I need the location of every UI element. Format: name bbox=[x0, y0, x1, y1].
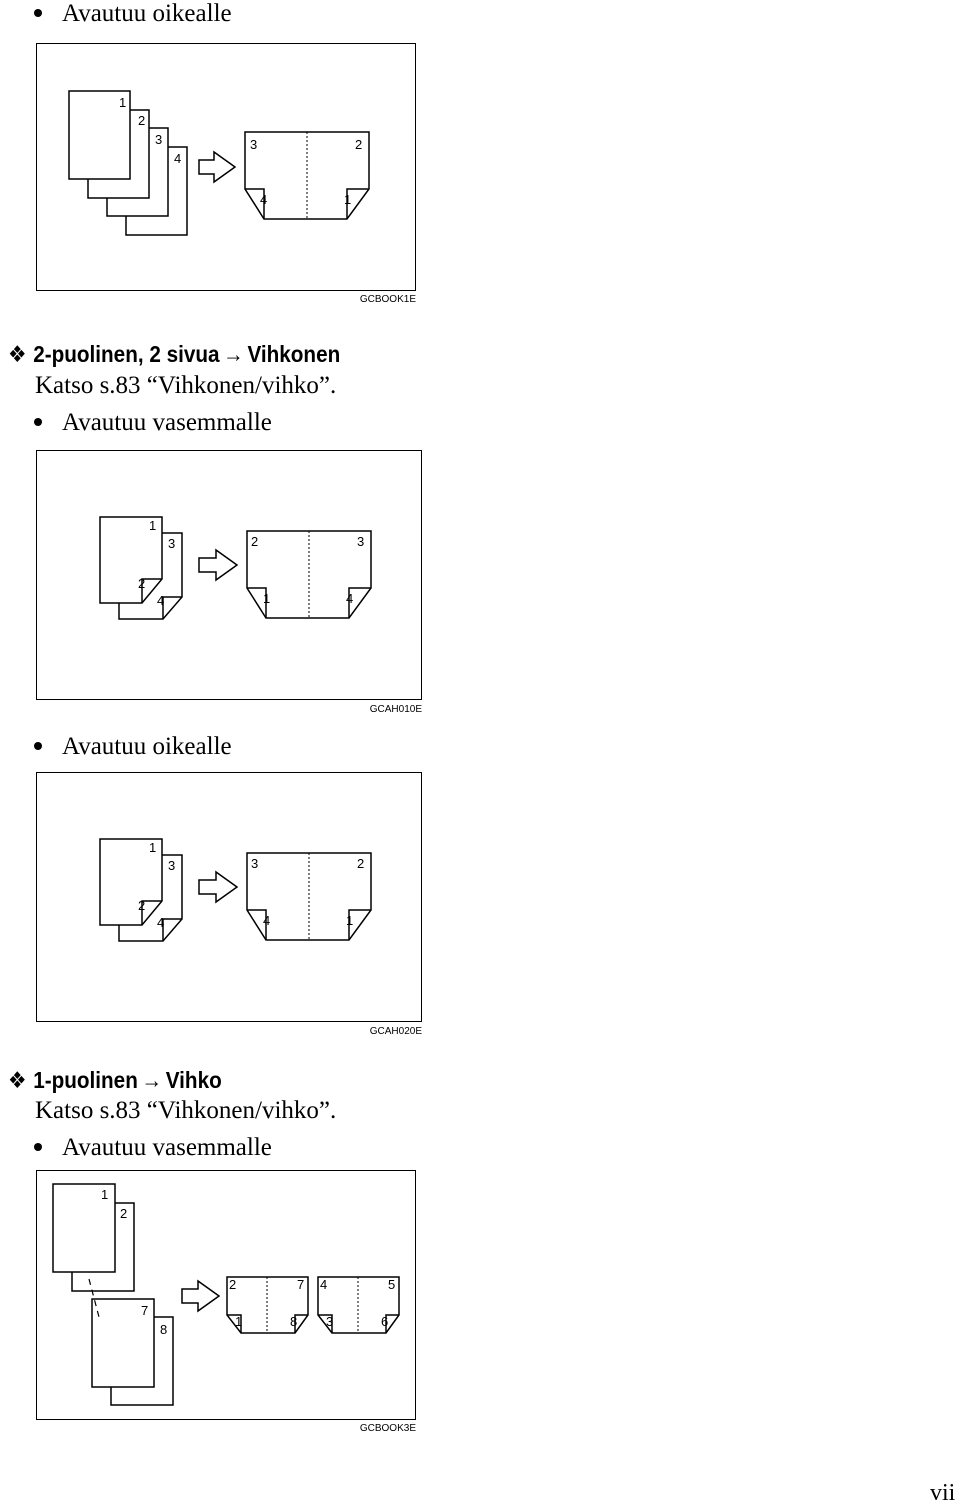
sheet-label: 3 bbox=[168, 536, 176, 551]
sheet-label: 3 bbox=[168, 858, 176, 873]
booklet-page: 4 bbox=[260, 192, 268, 207]
sheet-label: 1 bbox=[149, 518, 157, 533]
bullet-text: Avautuu oikealle bbox=[62, 0, 232, 27]
arrow-icon bbox=[182, 1281, 219, 1311]
sheet-label: 2 bbox=[138, 898, 146, 913]
section-heading bbox=[8, 1067, 222, 1093]
booklet-page: 8 bbox=[290, 1314, 298, 1329]
booklet-page: 4 bbox=[320, 1277, 328, 1292]
bullet-item bbox=[34, 1134, 272, 1162]
bullet-text: Avautuu oikealle bbox=[62, 733, 232, 760]
figure-code: GCAH010E bbox=[369, 704, 422, 715]
sheet-label: 2 bbox=[120, 1206, 128, 1221]
booklet-page: 4 bbox=[263, 913, 271, 928]
heading-text: Vihko bbox=[165, 1067, 222, 1093]
sheet-label: 8 bbox=[160, 1322, 168, 1337]
heading-text: Vihkonen bbox=[247, 341, 341, 367]
sheet-label: 4 bbox=[157, 915, 165, 930]
sheet-label: 4 bbox=[157, 593, 165, 608]
bullet-text: Avautuu vasemmalle bbox=[62, 409, 272, 436]
figure-open-left bbox=[36, 450, 422, 700]
figure-code: GCBOOK3E bbox=[359, 1423, 416, 1434]
arrow-icon bbox=[199, 872, 237, 902]
bullet-dot bbox=[34, 742, 42, 750]
arrow-icon bbox=[199, 152, 235, 182]
diamond-icon: ❖ bbox=[8, 341, 27, 367]
figure-booklet-open-right bbox=[36, 43, 416, 291]
page-number: vii bbox=[930, 1480, 956, 1506]
booklet-page: 2 bbox=[229, 1277, 237, 1292]
sheet-label: 1 bbox=[149, 840, 157, 855]
diamond-icon: ❖ bbox=[8, 1067, 27, 1093]
arrow-icon: → bbox=[223, 341, 244, 367]
sheet-label: 1 bbox=[101, 1187, 109, 1202]
arrow-icon bbox=[199, 550, 237, 580]
bullet-item bbox=[34, 409, 272, 437]
bullet-text: Avautuu vasemmalle bbox=[62, 1134, 272, 1161]
sheet-label: 4 bbox=[174, 151, 182, 166]
bullet-dot bbox=[34, 418, 42, 426]
arrow-icon: → bbox=[141, 1067, 163, 1093]
booklet-page: 6 bbox=[381, 1314, 389, 1329]
figure-code: GCBOOK1E bbox=[359, 294, 416, 305]
booklet-page: 3 bbox=[250, 137, 258, 152]
sheet-label: 7 bbox=[141, 1303, 149, 1318]
figure-open-right bbox=[36, 772, 422, 1022]
bullet-dot bbox=[34, 9, 42, 17]
booklet-page: 4 bbox=[346, 591, 354, 606]
heading-text: 2-puolinen, 2 sivua bbox=[33, 341, 220, 367]
sheet-label: 2 bbox=[138, 113, 146, 128]
reference-text: Katso s.83 “Vihkonen/vihko”. bbox=[35, 1097, 337, 1124]
booklet-page: 3 bbox=[357, 534, 365, 549]
booklet-page: 5 bbox=[388, 1277, 396, 1292]
booklet-page: 1 bbox=[344, 192, 352, 207]
booklet-page: 3 bbox=[326, 1314, 334, 1329]
booklet-page: 1 bbox=[235, 1314, 243, 1329]
booklet-page: 7 bbox=[297, 1277, 305, 1292]
sheet-label: 2 bbox=[138, 576, 146, 591]
booklet-page: 1 bbox=[263, 591, 271, 606]
bullet-item bbox=[34, 0, 232, 28]
booklet-page: 3 bbox=[251, 856, 259, 871]
sheet-label: 3 bbox=[155, 132, 163, 147]
figure-single-sided-booklet bbox=[36, 1170, 416, 1420]
booklet-page: 2 bbox=[357, 856, 365, 871]
bullet-item bbox=[34, 733, 232, 761]
booklet-page: 2 bbox=[355, 137, 363, 152]
heading-text: 1-puolinen bbox=[33, 1067, 138, 1093]
section-heading bbox=[8, 341, 340, 367]
booklet-page: 1 bbox=[346, 913, 354, 928]
reference-text: Katso s.83 “Vihkonen/vihko”. bbox=[35, 372, 337, 399]
bullet-dot bbox=[34, 1143, 42, 1151]
sheet-label: 1 bbox=[119, 95, 127, 110]
booklet-page: 2 bbox=[251, 534, 259, 549]
figure-code: GCAH020E bbox=[369, 1026, 422, 1037]
